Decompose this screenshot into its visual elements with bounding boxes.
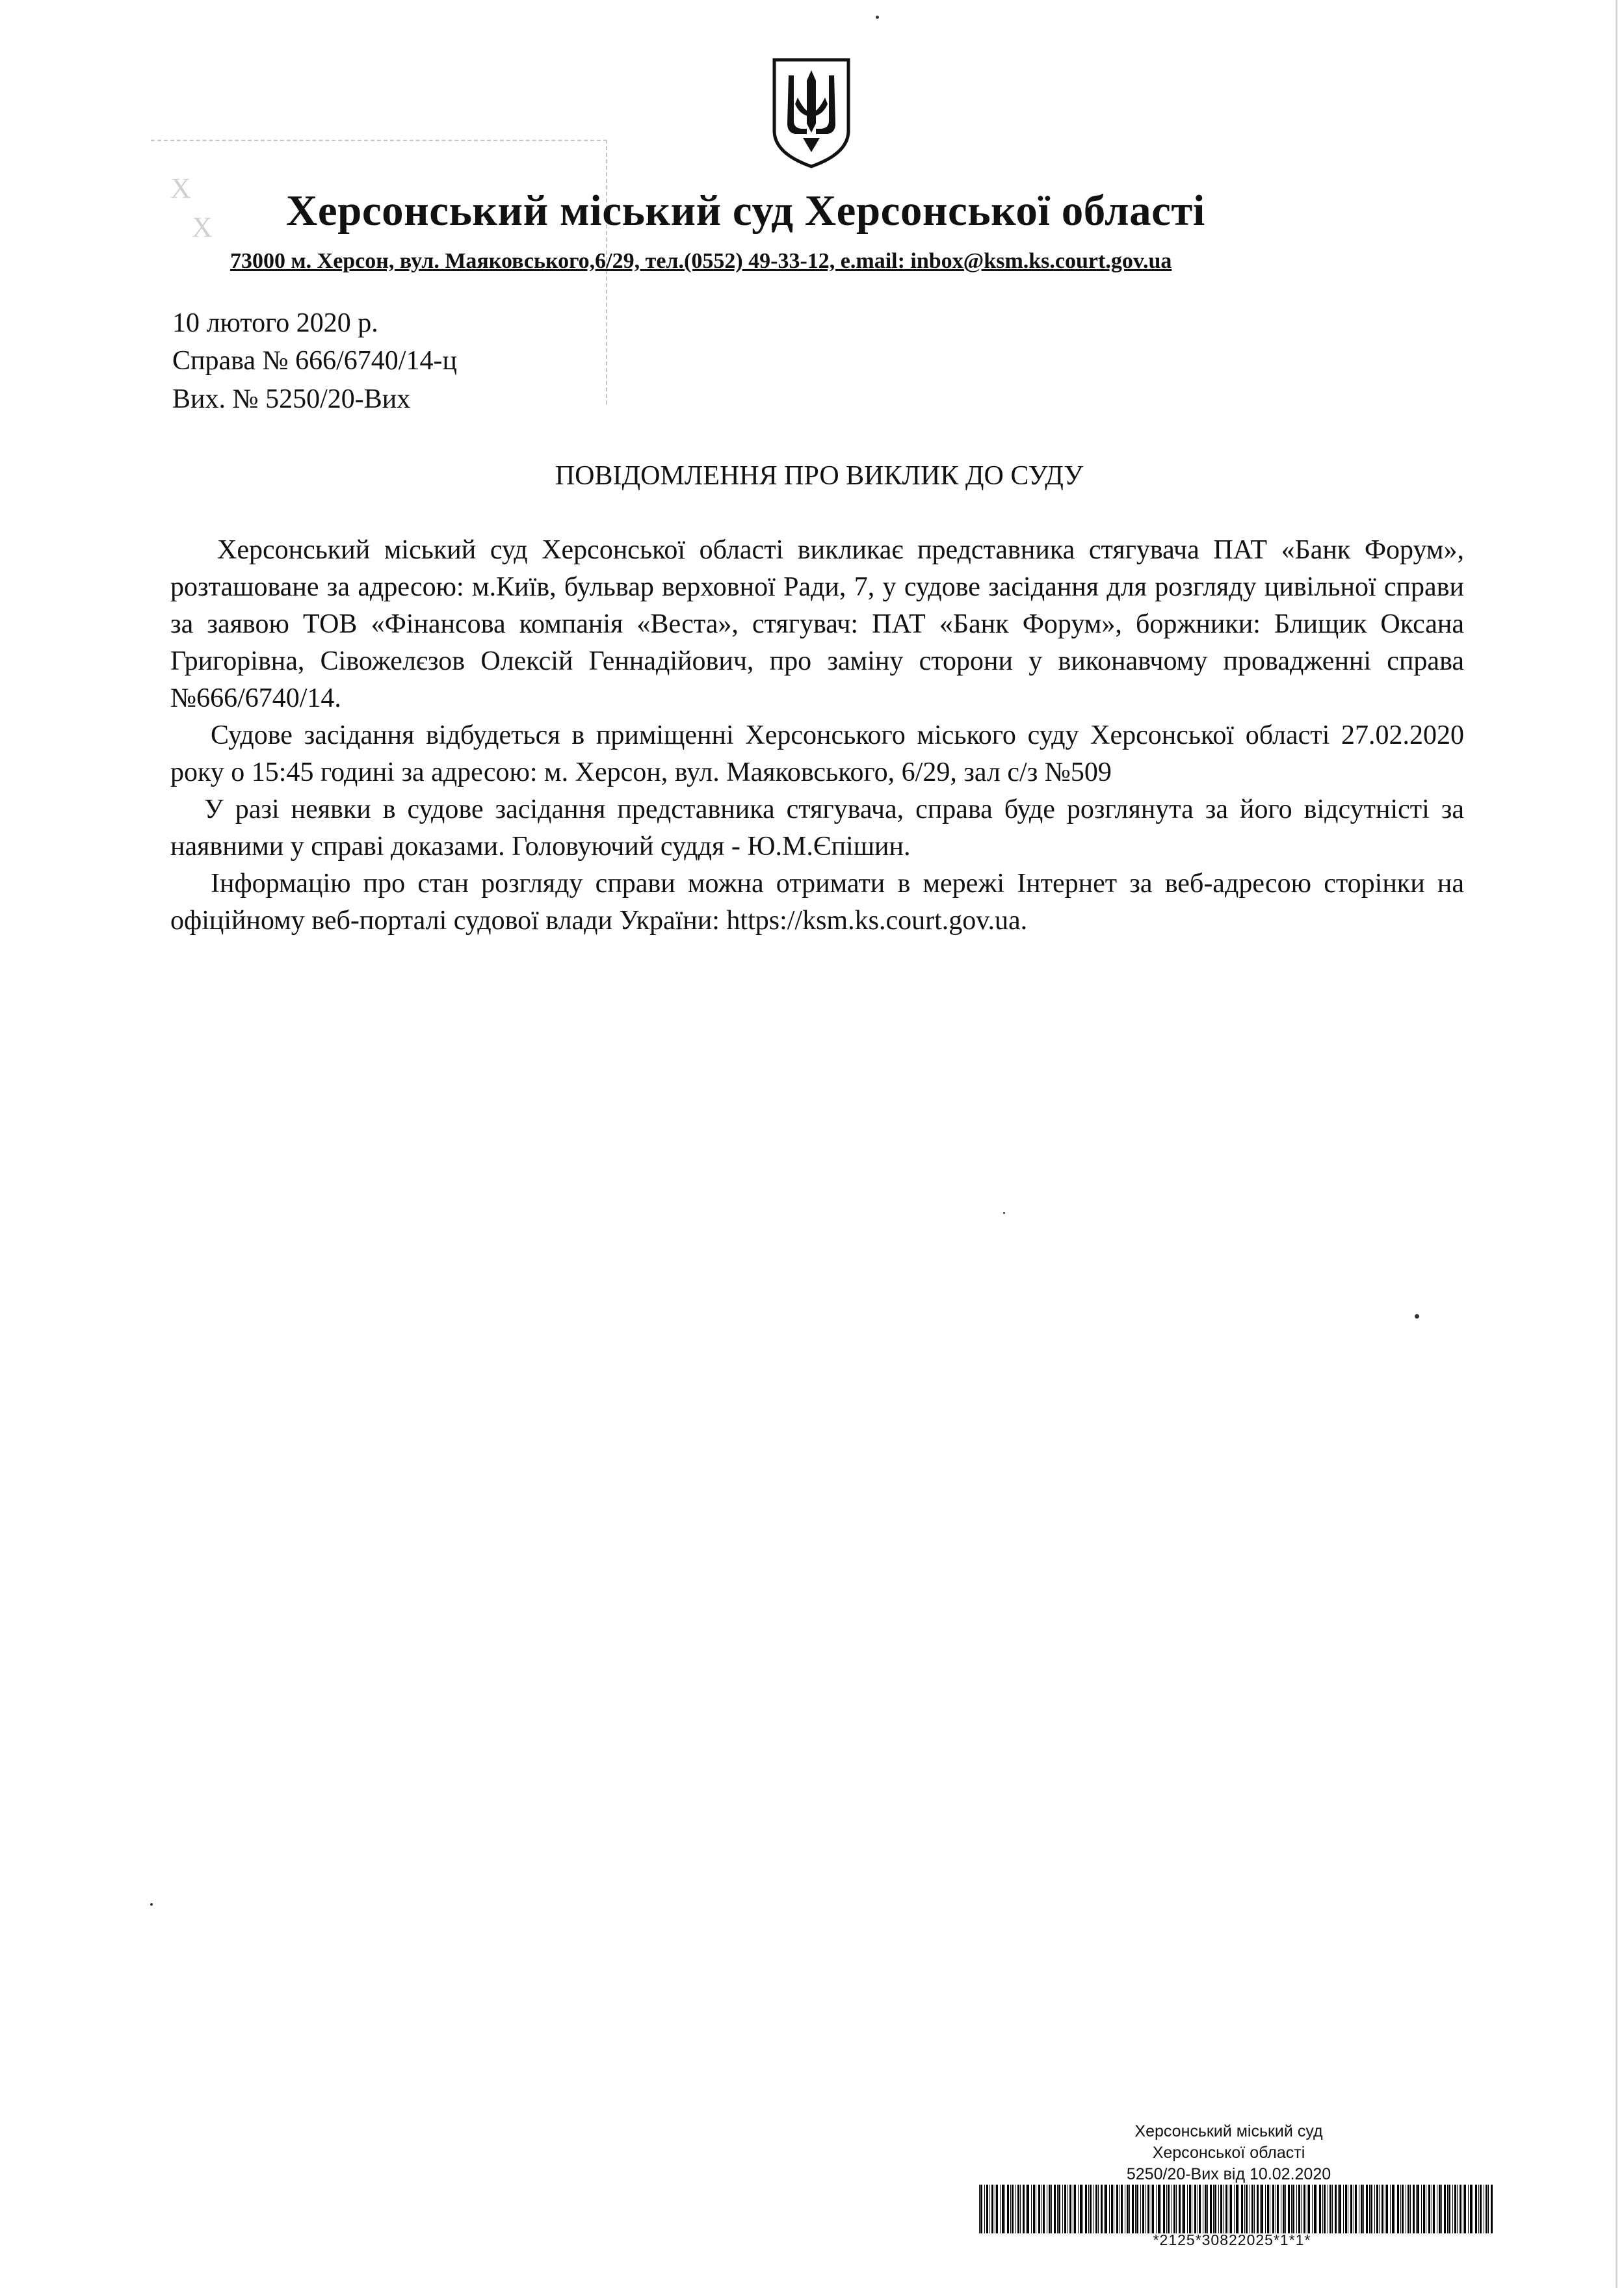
barcode-bar	[1176, 2185, 1177, 2233]
barcode-bar	[1179, 2185, 1181, 2233]
barcode-bar	[1296, 2185, 1297, 2233]
barcode-bar	[1080, 2185, 1082, 2233]
barcode-bar	[1098, 2185, 1099, 2233]
barcode-bar	[1441, 2185, 1442, 2233]
barcode-bar	[1051, 2185, 1052, 2233]
barcode-bar	[1457, 2185, 1458, 2233]
barcode-bar	[1413, 2185, 1415, 2233]
barcode-bar	[1023, 2185, 1025, 2233]
faded-stamp-imprint: Х​ Х	[170, 172, 213, 243]
barcode-bar	[1135, 2185, 1136, 2233]
barcode-bar	[1116, 2185, 1118, 2233]
barcode-bar	[1244, 2185, 1245, 2233]
barcode-bar	[1078, 2185, 1079, 2233]
barcode-bar	[1132, 2185, 1134, 2233]
notice-paragraph: Судове засідання відбудеться в приміщенні Херсонського міського суду Херсонської області 27.02.2020 року о 15:45 годині за адресою: м. Херсон, вул. Маяковського, 6/29, зал с/з №509	[170, 720, 1464, 787]
barcode-bar	[1470, 2185, 1472, 2233]
barcode-bar	[1189, 2185, 1191, 2233]
barcode-bar	[1064, 2185, 1066, 2233]
barcode-bar	[1002, 2185, 1004, 2233]
barcode-bar	[1370, 2185, 1372, 2233]
barcode-bar	[1218, 2185, 1219, 2233]
document-title: ПОВІДОМЛЕННЯ ПРО ВИКЛИК ДО СУДУ	[555, 461, 1084, 491]
barcode-bar	[1366, 2185, 1368, 2233]
barcode-bar	[1267, 2185, 1269, 2233]
barcode-bar	[1319, 2185, 1321, 2233]
barcode-bar	[1369, 2185, 1370, 2233]
barcode-bar	[1027, 2185, 1029, 2233]
barcode-bar	[1448, 2185, 1450, 2233]
barcode-bar	[980, 2185, 982, 2233]
barcode-bar	[1312, 2185, 1313, 2233]
barcode-label	[975, 2121, 1482, 2185]
barcode-label-reference: 5250/20-Вих від 10.02.2020	[1126, 2165, 1331, 2183]
barcode-bar	[1234, 2185, 1235, 2233]
scan-speck	[1415, 1314, 1419, 1319]
barcode-bar	[1207, 2185, 1208, 2233]
barcode-bar	[991, 2185, 993, 2233]
barcode-bar	[1041, 2185, 1042, 2233]
barcode-bar	[1460, 2185, 1461, 2233]
notice-body	[170, 532, 1464, 940]
barcode-bar	[1486, 2185, 1487, 2233]
barcode-bar	[1272, 2185, 1274, 2233]
notice-paragraph: У разі неявки в судове засідання представника стягувача, справа буде розглянута за його відсутністі за наявними у справі доказами. Головуючий суддя - Ю.М.Єпішин.	[170, 795, 1464, 861]
barcode-bar	[1379, 2185, 1380, 2233]
barcode-bar	[1236, 2185, 1238, 2233]
barcode-bar	[1355, 2185, 1357, 2233]
barcode-bar	[1109, 2185, 1110, 2233]
barcode-bar	[1332, 2185, 1333, 2233]
barcode-bar	[1376, 2185, 1378, 2233]
barcode-bar	[1043, 2185, 1045, 2233]
barcode-bar	[1101, 2185, 1103, 2233]
barcode-bar	[1350, 2185, 1352, 2233]
barcode-bar	[1416, 2185, 1417, 2233]
barcode-bar	[1082, 2185, 1083, 2233]
barcode-bar	[1423, 2185, 1425, 2233]
barcode-bar	[1129, 2185, 1130, 2233]
barcode-bar	[1447, 2185, 1448, 2233]
barcode-bar	[1166, 2185, 1167, 2233]
barcode-bar	[1156, 2185, 1157, 2233]
barcode-bar	[1400, 2185, 1401, 2233]
barcode-bar	[1408, 2185, 1409, 2233]
barcode-bar	[1374, 2185, 1375, 2233]
barcode-bar	[1454, 2185, 1456, 2233]
scan-speck	[150, 1903, 153, 1906]
barcode-bar	[1031, 2185, 1032, 2233]
barcode-bar	[1410, 2185, 1411, 2233]
barcode-bar	[1468, 2185, 1469, 2233]
barcode-bar	[1173, 2185, 1175, 2233]
barcode-bar	[1090, 2185, 1092, 2233]
barcode-bar	[1488, 2185, 1489, 2233]
barcode-bar	[1158, 2185, 1160, 2233]
barcode-bar	[1136, 2185, 1138, 2233]
barcode-bar	[1088, 2185, 1089, 2233]
barcode-bar	[979, 2185, 980, 2233]
barcode-bar	[986, 2185, 988, 2233]
barcode-bar	[1254, 2185, 1255, 2233]
court-name-heading: Херсонський міський суд Херсонської області	[286, 187, 1205, 235]
barcode-bar	[1152, 2185, 1154, 2233]
notice-paragraph: Херсонський міський суд Херсонської області викликає представника стягувача ПАТ «Банк Форум», розташоване за адресою: м.Київ, бульвар верховної Ради, 7, у судове засідання для розгляду цивільної справи за заявою ТОВ «Фінансова компанія «Веста», стягувач: ПАТ «Банк Форум», боржники: Блищик Оксана Григорівна, Сівожелєзов Олексій Геннадійович, про заміну сторони у виконавчому провадженні справа №666/6740/14.	[170, 535, 1464, 713]
barcode-bar	[1338, 2185, 1339, 2233]
barcode-bar	[1382, 2185, 1383, 2233]
barcode-bar	[1187, 2185, 1188, 2233]
barcode-bar	[1121, 2185, 1123, 2233]
barcode-bar	[1058, 2185, 1060, 2233]
barcode-bar	[1260, 2185, 1261, 2233]
barcode-bar	[1386, 2185, 1388, 2233]
barcode-bar	[1007, 2185, 1009, 2233]
barcode-bar	[1038, 2185, 1040, 2233]
barcode-bar	[1142, 2185, 1144, 2233]
barcode-bar	[1199, 2185, 1201, 2233]
scan-speck	[876, 16, 879, 19]
barcode-bar	[1417, 2185, 1419, 2233]
barcode-bar	[1397, 2185, 1399, 2233]
barcode-bar	[1020, 2185, 1021, 2233]
barcode-bar	[1069, 2185, 1071, 2233]
barcode-bar	[1163, 2185, 1165, 2233]
barcode-bar	[1111, 2185, 1113, 2233]
barcode-graphic	[979, 2185, 1493, 2233]
barcode-bar	[1480, 2185, 1482, 2233]
barcode-bar	[1160, 2185, 1161, 2233]
barcode-bar	[1433, 2185, 1435, 2233]
scan-edge-shadow	[1616, 0, 1617, 2288]
barcode-bar	[1074, 2185, 1076, 2233]
barcode-bar	[1210, 2185, 1212, 2233]
barcode-bar	[1127, 2185, 1129, 2233]
scan-speck	[1003, 1212, 1005, 1214]
barcode-bar	[1285, 2185, 1286, 2233]
coat-of-arms-icon	[769, 56, 854, 170]
barcode-bar	[1194, 2185, 1196, 2233]
barcode-bar	[1261, 2185, 1263, 2233]
barcode-bar	[1095, 2185, 1097, 2233]
barcode-bar	[1421, 2185, 1422, 2233]
barcode-bar	[1000, 2185, 1001, 2233]
barcode-bar	[1026, 2185, 1027, 2233]
barcode-bar	[1390, 2185, 1391, 2233]
barcode-bar	[1291, 2185, 1292, 2233]
barcode-bar	[1015, 2185, 1016, 2233]
barcode-bar	[1225, 2185, 1227, 2233]
barcode-bar	[1439, 2185, 1441, 2233]
barcode-bar	[1246, 2185, 1248, 2233]
barcode-bar	[1057, 2185, 1058, 2233]
barcode-bar	[1223, 2185, 1224, 2233]
barcode-bar	[996, 2185, 998, 2233]
barcode-bar	[1049, 2185, 1051, 2233]
barcode-bar	[1361, 2185, 1363, 2233]
barcode-bar	[1283, 2185, 1285, 2233]
barcode-bar	[1140, 2185, 1141, 2233]
barcode-bar	[1444, 2185, 1446, 2233]
barcode-bar	[1085, 2185, 1087, 2233]
barcode-bar	[1392, 2185, 1394, 2233]
barcode-bar	[1147, 2185, 1149, 2233]
barcode-bar	[1238, 2185, 1239, 2233]
barcode-bar	[1017, 2185, 1019, 2233]
barcode-bar	[1004, 2185, 1005, 2233]
barcode-bar	[1345, 2185, 1347, 2233]
barcode-bar	[1301, 2185, 1302, 2233]
barcode-bar	[1012, 2185, 1014, 2233]
barcode-bar	[1277, 2185, 1279, 2233]
court-contact-address: 73000 м. Херсон, вул. Маяковського,6/29, тел.(0552) 49-33-12, e.mail: inbox@ksm.ks.court.gov.ua	[230, 249, 1172, 273]
outgoing-number: Вих. № 5250/20-Вих	[172, 384, 411, 414]
barcode-bar	[1257, 2185, 1259, 2233]
barcode-bar	[1230, 2185, 1232, 2233]
barcode-code: *2125*30822025*1*1*	[1153, 2231, 1311, 2248]
barcode-bar	[1241, 2185, 1243, 2233]
barcode-bar	[984, 2185, 985, 2233]
barcode-bar	[1324, 2185, 1326, 2233]
barcode-bar	[1452, 2185, 1453, 2233]
barcode-bar	[1292, 2185, 1294, 2233]
barcode-bar	[1298, 2185, 1300, 2233]
barcode-bar	[1213, 2185, 1214, 2233]
barcode-bar	[1402, 2185, 1404, 2233]
barcode-bar	[1168, 2185, 1170, 2233]
barcode-bar	[1214, 2185, 1216, 2233]
barcode-bar	[1343, 2185, 1344, 2233]
barcode-bar	[1428, 2185, 1430, 2233]
barcode-bar	[1363, 2185, 1364, 2233]
barcode-bar	[1329, 2185, 1331, 2233]
barcode-bar	[1322, 2185, 1323, 2233]
barcode-bar	[1314, 2185, 1316, 2233]
barcode-bar	[1182, 2185, 1183, 2233]
case-number: Справа № 666/6740/14-ц	[172, 346, 457, 376]
notice-paragraph: Інформацію про стан розгляду справи можна отримати в мережі Інтернет за веб-адресою сторінки на офіційному веб-порталі судової влади України: https://ksm.ks.court.gov.ua.	[170, 869, 1464, 936]
barcode-bar	[1054, 2185, 1056, 2233]
barcode-bar	[1478, 2185, 1479, 2233]
document-date: 10 лютого 2020 р.	[172, 308, 378, 338]
barcode-bar	[1104, 2185, 1105, 2233]
barcode-bar	[1303, 2185, 1305, 2233]
barcode-bar	[1105, 2185, 1107, 2233]
barcode-bar	[1308, 2185, 1310, 2233]
barcode-bar	[1316, 2185, 1317, 2233]
barcode-bar	[1251, 2185, 1253, 2233]
barcode-bar	[1205, 2185, 1207, 2233]
barcode-bar	[1288, 2185, 1290, 2233]
barcode-bar	[1010, 2185, 1011, 2233]
barcode-bar	[1265, 2185, 1266, 2233]
barcode-bar	[1062, 2185, 1063, 2233]
barcode-bar	[1491, 2185, 1493, 2233]
barcode-bar	[1335, 2185, 1337, 2233]
barcode-bar	[1183, 2185, 1185, 2233]
barcode-label-court: Херсонський міський суд	[1134, 2122, 1323, 2140]
barcode-bar	[1145, 2185, 1146, 2233]
barcode-bar	[1339, 2185, 1341, 2233]
barcode-bar	[1220, 2185, 1222, 2233]
barcode-bar	[1033, 2185, 1035, 2233]
barcode-label-region: Херсонської області	[1152, 2144, 1305, 2162]
barcode-bar	[1464, 2185, 1466, 2233]
barcode-bar	[1475, 2185, 1477, 2233]
